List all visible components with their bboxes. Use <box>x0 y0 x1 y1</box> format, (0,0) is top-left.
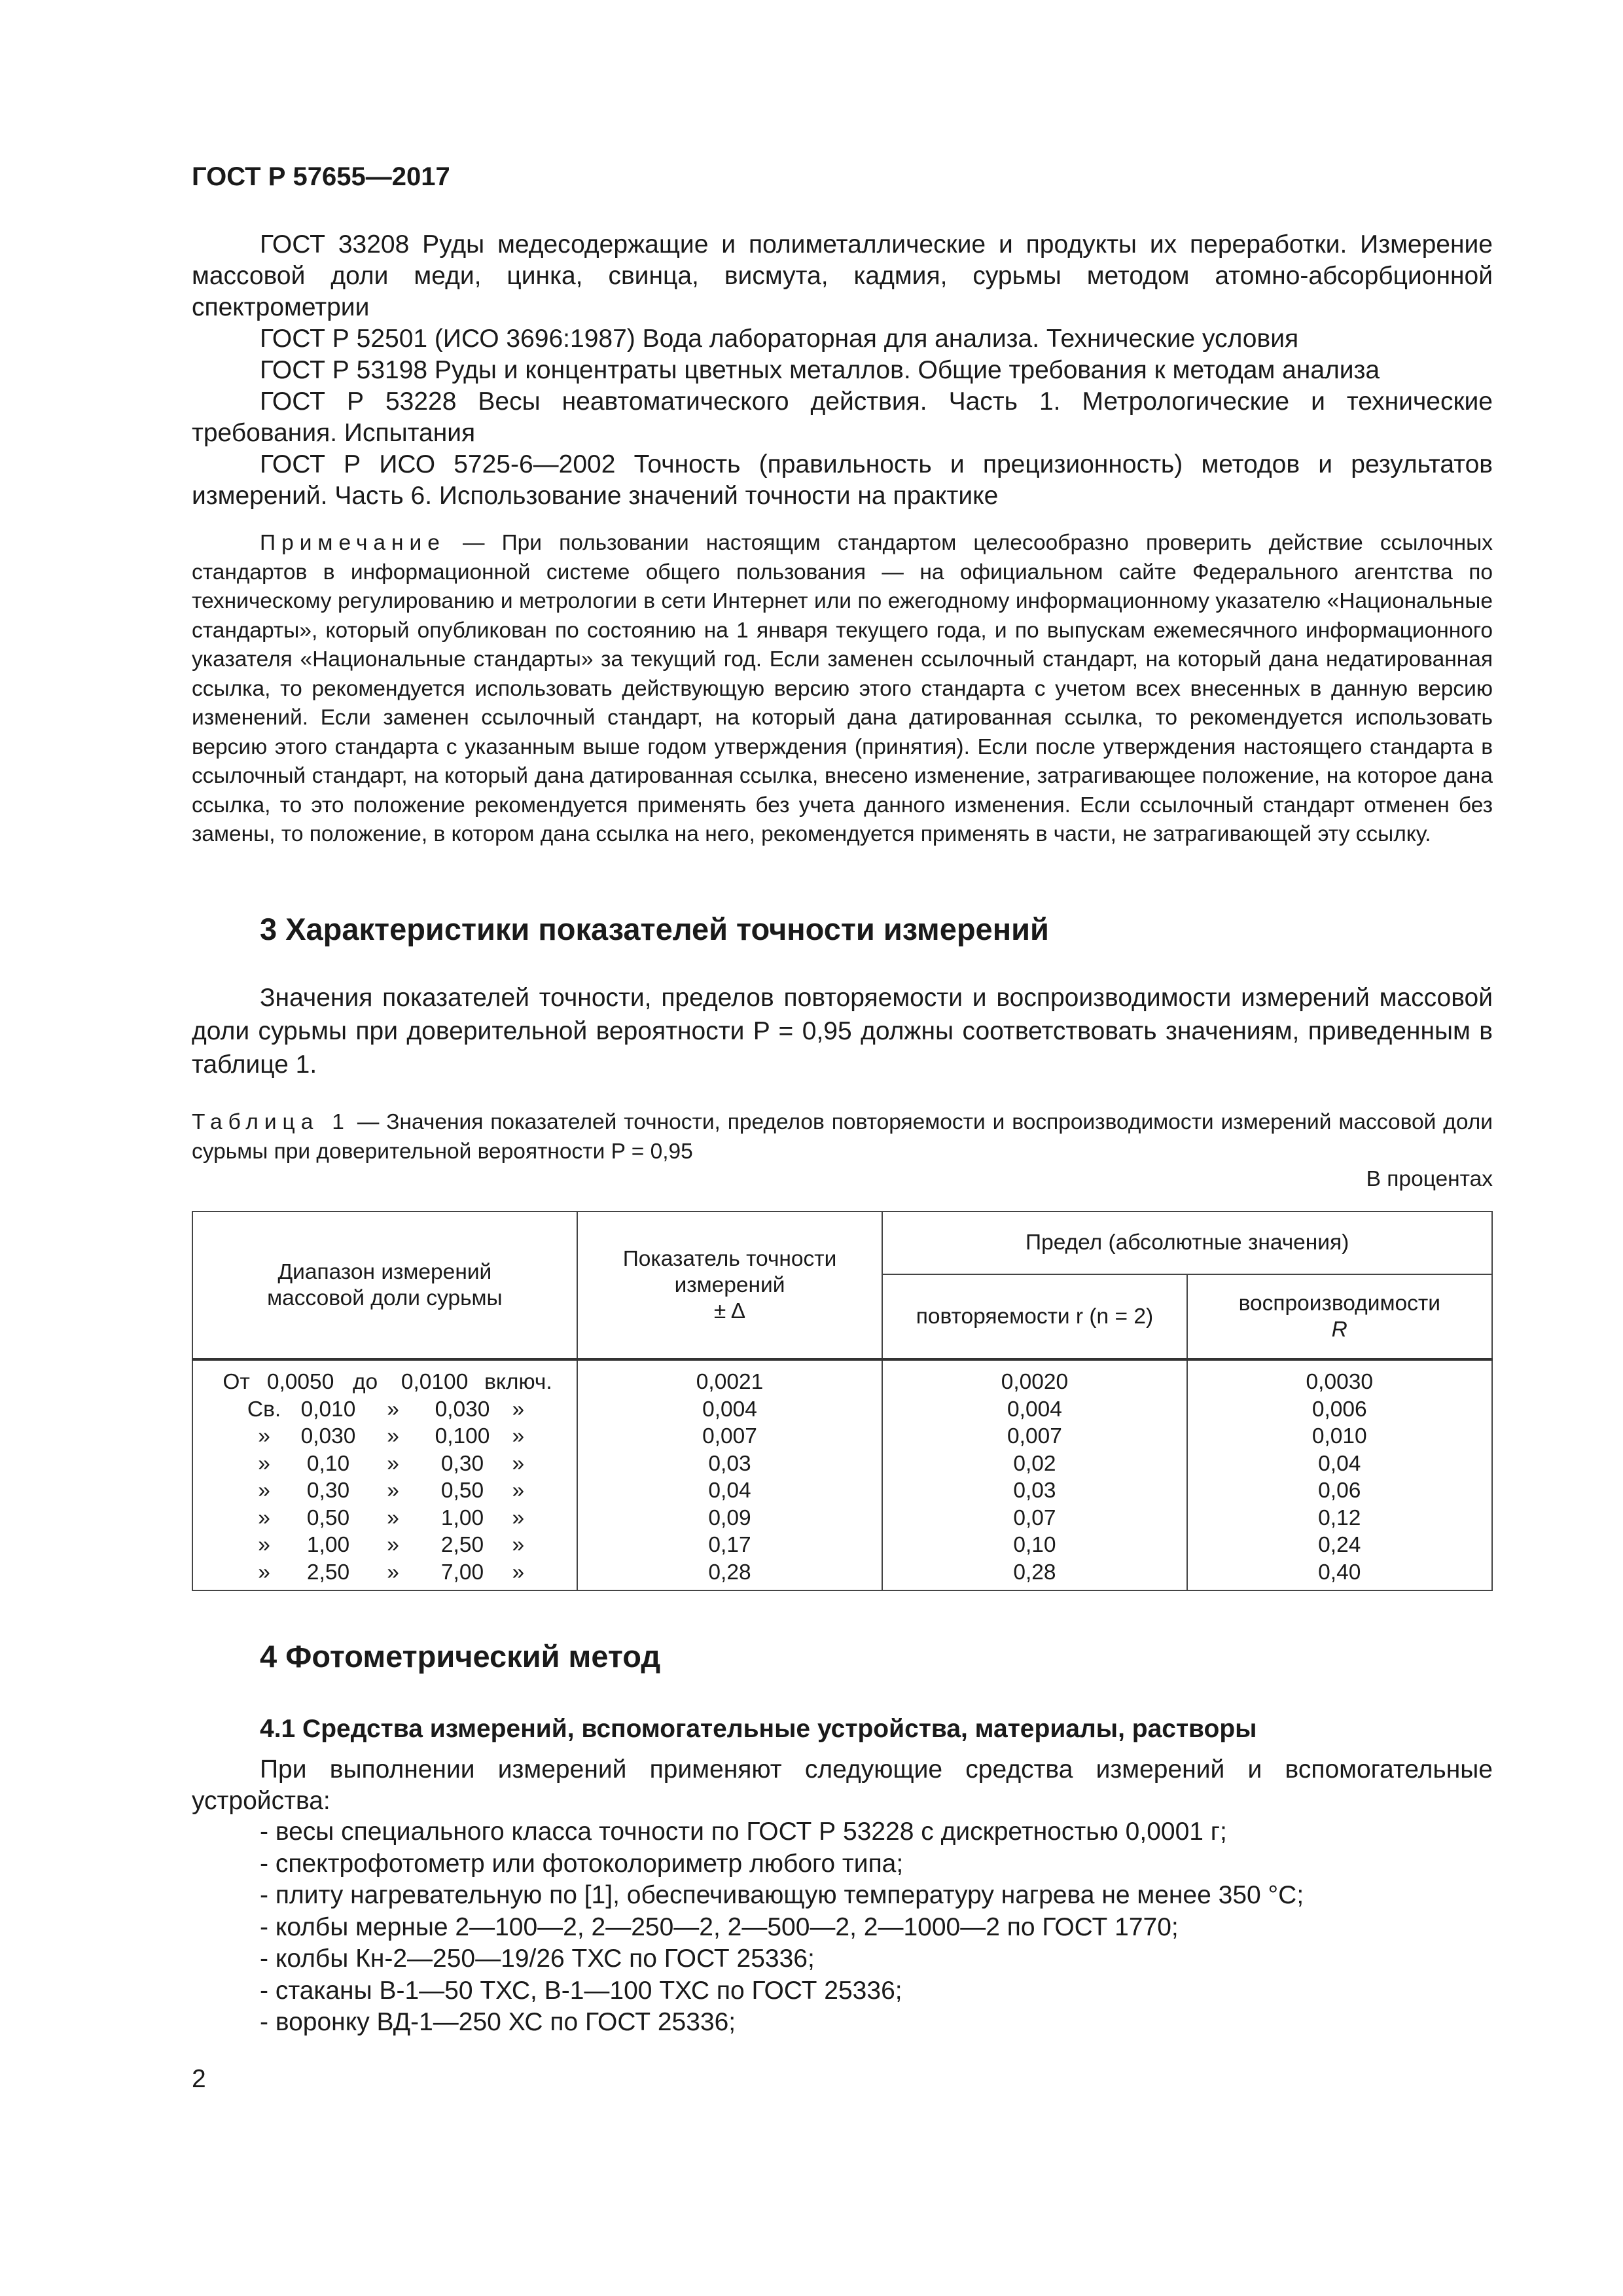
accuracy-value: 0,17 <box>708 1533 751 1557</box>
range-from: 0,50 <box>306 1505 350 1530</box>
reference-item: ГОСТ Р 53198 Руды и концентраты цветных металлов. Общие требования к методам анализа <box>260 356 1380 384</box>
list-item: - спектрофотометр или фотоколориметр любого типа; <box>260 1849 904 1878</box>
list-item: - воронку ВД-1—250 ХС по ГОСТ 25336; <box>260 2008 736 2036</box>
repeatability-value: 0,10 <box>1013 1533 1056 1557</box>
range-from: 2,50 <box>306 1560 350 1585</box>
range-end: » <box>512 1479 525 1503</box>
header-range: Диапазон измерений массовой доли сурьмы <box>192 1211 577 1359</box>
repeatability-value: 0,02 <box>1013 1451 1056 1476</box>
reference-item: ГОСТ Р 52501 (ИСО 3696:1987) Вода лабораторная для анализа. Технические условия <box>260 325 1299 353</box>
table-caption-text: — Значения показателей точности, пределов повторяемости и воспроизводимости измерений массовой доли сурьмы при доверительной вероятности P = 0,95 <box>192 1110 1493 1164</box>
reproducibility-value: 0,010 <box>1311 1424 1367 1448</box>
table-caption-label: Таблица 1 <box>192 1110 350 1134</box>
range-from: 0,010 <box>300 1397 356 1422</box>
reproducibility-cell <box>1187 1359 1492 1590</box>
reproducibility-value: 0,0030 <box>1306 1370 1373 1394</box>
header-repeatability: повторяемости r (n = 2) <box>882 1274 1186 1359</box>
range-end: » <box>512 1505 525 1530</box>
table-row <box>192 1359 1492 1590</box>
repeatability-value: 0,007 <box>1007 1424 1062 1448</box>
repeatability-value: 0,03 <box>1013 1479 1056 1503</box>
range-end: » <box>512 1424 525 1448</box>
range-to: 0,0100 <box>401 1370 469 1394</box>
reference-item: ГОСТ 33208 Руды медесодержащие и полиметаллические и продукты их переработки. Измерение массовой доли меди, цинка, свинца, висмута, кадмия, сурьмы методом атомно-абсорбционной спектрометрии <box>192 230 1493 321</box>
range-from: 1,00 <box>306 1533 350 1557</box>
note-paragraph <box>192 529 1493 850</box>
range-end: » <box>512 1533 525 1557</box>
accuracy-table <box>192 1211 1493 1591</box>
reproducibility-value: 0,006 <box>1311 1397 1367 1422</box>
normative-references <box>192 229 1493 512</box>
note-label: Примечание <box>260 531 446 555</box>
range-mid: » <box>387 1451 399 1476</box>
section-4-title: 4 Фотометрический метод <box>260 1639 661 1674</box>
repeatability-cell <box>882 1359 1186 1590</box>
range-end: » <box>512 1560 525 1585</box>
section-3-title: 3 Характеристики показателей точности измерений <box>260 912 1049 946</box>
range-line <box>193 1477 577 1505</box>
range-to: 0,30 <box>440 1451 484 1476</box>
accuracy-cell <box>577 1359 883 1590</box>
accuracy-value: 0,0021 <box>696 1370 764 1394</box>
section-3-text: Значения показателей точности, пределов повторяемости и воспроизводимости измерений массовой доли сурьмы при доверительной вероятности P = 0,95 должны соответствовать значениям, приведенным в таблице 1. <box>192 984 1493 1079</box>
range-mid: » <box>387 1479 399 1503</box>
range-from: 0,30 <box>306 1479 350 1503</box>
reference-item: ГОСТ Р ИСО 5725-6—2002 Точность (правильность и прецизионность) методов и результатов измерений. Часть 6. Использование значений точности на практике <box>192 450 1493 510</box>
range-line <box>193 1559 577 1587</box>
range-mid: » <box>387 1560 399 1585</box>
range-mid: » <box>387 1397 399 1422</box>
reference-item: ГОСТ Р 53228 Весы неавтоматического действия. Часть 1. Метрологические и технические требования. Испытания <box>192 387 1493 447</box>
repeatability-value: 0,004 <box>1007 1397 1062 1422</box>
range-p: » <box>258 1533 270 1557</box>
page-number: 2 <box>192 2065 206 2093</box>
range-p: » <box>258 1560 270 1585</box>
subsection-4-1-title: 4.1 Средства измерений, вспомогательные устройства, материалы, растворы <box>260 1715 1257 1743</box>
range-p: » <box>258 1451 270 1476</box>
range-to: 0,030 <box>435 1397 490 1422</box>
range-to: 2,50 <box>440 1533 484 1557</box>
range-end: » <box>512 1451 525 1476</box>
range-line <box>193 1532 577 1559</box>
table-caption <box>192 1107 1493 1166</box>
table-units: В процентах <box>1366 1167 1493 1191</box>
list-item: - плиту нагревательную по [1], обеспечивающую температуру нагрева не менее 350 °С; <box>260 1881 1304 1909</box>
header-accuracy: Показатель точности измерений ± Δ <box>577 1211 883 1359</box>
list-item: - стаканы В-1—50 ТХС, В-1—100 ТХС по ГОСТ 25336; <box>260 1976 902 2005</box>
reproducibility-value: 0,40 <box>1318 1560 1361 1585</box>
range-line <box>193 1369 577 1396</box>
range-p: Св. <box>247 1397 281 1422</box>
range-p: » <box>258 1424 270 1448</box>
range-from: 0,10 <box>306 1451 350 1476</box>
list-item: - колбы Кн-2—250—19/26 ТХС по ГОСТ 25336; <box>260 1945 815 1973</box>
accuracy-value: 0,007 <box>702 1424 757 1448</box>
accuracy-value: 0,004 <box>702 1397 757 1422</box>
equipment-list <box>260 1816 1304 2039</box>
header-limit: Предел (абсолютные значения) <box>882 1211 1492 1274</box>
range-end: » <box>512 1397 525 1422</box>
document-header: ГОСТ Р 57655—2017 <box>192 162 450 191</box>
range-line <box>193 1423 577 1450</box>
range-line <box>193 1396 577 1424</box>
reproducibility-value: 0,04 <box>1318 1451 1361 1476</box>
range-end: включ. <box>484 1370 552 1394</box>
reproducibility-value: 0,06 <box>1318 1479 1361 1503</box>
range-to: 1,00 <box>440 1505 484 1530</box>
range-p: » <box>258 1479 270 1503</box>
header-reproducibility: воспроизводимости R <box>1187 1274 1492 1359</box>
range-to: 7,00 <box>440 1560 484 1585</box>
delta-symbol: ± Δ <box>713 1299 746 1323</box>
reproducibility-value: 0,12 <box>1318 1505 1361 1530</box>
range-to: 0,100 <box>435 1424 490 1448</box>
section-4-intro: При выполнении измерений применяют следующие средства измерений и вспомогательные устройства: <box>192 1755 1493 1815</box>
accuracy-value: 0,09 <box>708 1505 751 1530</box>
accuracy-value: 0,04 <box>708 1479 751 1503</box>
range-mid: » <box>387 1424 399 1448</box>
repeatability-value: 0,07 <box>1013 1505 1056 1530</box>
range-to: 0,50 <box>440 1479 484 1503</box>
range-mid: до <box>353 1370 378 1394</box>
repeatability-value: 0,0020 <box>1001 1370 1069 1394</box>
list-item: - колбы мерные 2—100—2, 2—250—2, 2—500—2, 2—1000—2 по ГОСТ 1770; <box>260 1912 1179 1941</box>
list-item: - весы специального класса точности по ГОСТ Р 53228 с дискретностью 0,0001 г; <box>260 1818 1227 1846</box>
repeatability-value: 0,28 <box>1013 1560 1056 1585</box>
range-from: 0,0050 <box>266 1370 334 1394</box>
note-text: — При пользовании настоящим стандартом целесообразно проверить действие ссылочных стандартов в информационной системе общего пользования — на официальном сайте Федерального агентства по техническому регулированию и метрологии в сети Интернет или по ежегодному информационному указателю «Национальные стандарты», который опубликован по состоянию на 1 января текущего года, и по выпускам ежемесячного информационного указателя «Национальные стандарты» за текущий год. Если заменен ссылочный стандарт, на который дана недатированная ссылка, то рекомендуется использовать действующую версию этого стандарта с учетом всех внесенных в данную версию изменений. Если заменен ссылочный стандарт, на который дана датированная ссылка, то рекомендуется использовать версию этого стандарта с указанным выше годом утверждения (принятия). Если после утверждения настоящего стандарта в ссылочный стандарт, на который дана датированная ссылка, внесено изменение, затрагивающее положение, на которое дана ссылка, то это положение рекомендуется применять без учета данного изменения. Если ссылочный стандарт отменен без замены, то положение, в котором дана ссылка на него, рекомендуется применять в части, не затрагивающей эту ссылку. <box>192 531 1493 846</box>
accuracy-value: 0,03 <box>708 1451 751 1476</box>
reproducibility-value: 0,24 <box>1318 1533 1361 1557</box>
range-line <box>193 1450 577 1478</box>
range-cell <box>192 1359 577 1590</box>
range-p: » <box>258 1505 270 1530</box>
range-p: От <box>223 1370 250 1394</box>
range-from: 0,030 <box>300 1424 356 1448</box>
range-mid: » <box>387 1505 399 1530</box>
range-mid: » <box>387 1533 399 1557</box>
accuracy-value: 0,28 <box>708 1560 751 1585</box>
range-line <box>193 1505 577 1532</box>
